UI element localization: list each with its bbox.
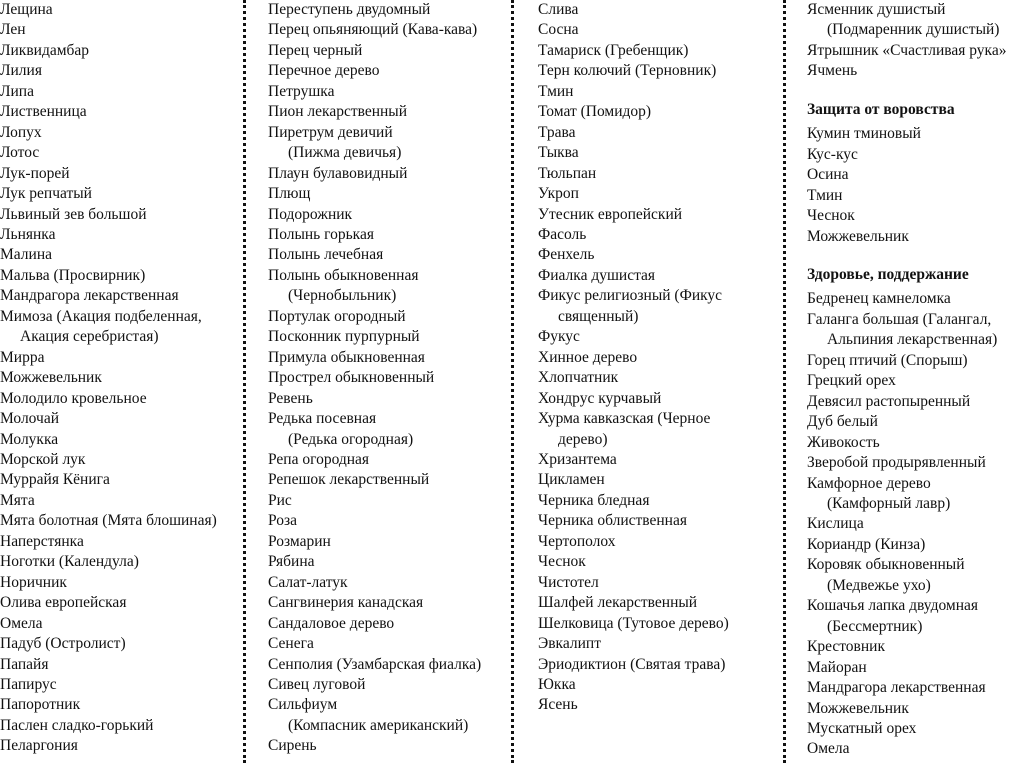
plant-name: Молодило кровельное xyxy=(0,389,147,407)
plant-name: Ревень xyxy=(268,389,313,407)
plant-name: Пиретрум девичий xyxy=(268,123,393,141)
list-item xyxy=(0,593,240,613)
list-item xyxy=(268,164,504,184)
plant-name: Томат (Помидор) xyxy=(538,103,652,121)
plant-name-continuation: (Медвежье ухо) xyxy=(827,576,931,594)
plant-name: Укроп xyxy=(538,185,579,203)
plant-name: Слива xyxy=(538,1,579,18)
list-item xyxy=(0,245,240,265)
plant-name: Лопух xyxy=(0,123,42,141)
list-item xyxy=(807,719,1024,739)
plant-name-continuation: (Редька огородная) xyxy=(288,430,414,448)
plant-name: Эриодиктион (Святая трава) xyxy=(538,655,726,673)
list-item xyxy=(538,552,778,572)
list-item xyxy=(268,82,504,102)
section-heading-theft-protection: Защита от воровства xyxy=(807,100,955,118)
plant-name: Мандрагора лекарственная xyxy=(0,287,179,305)
plant-name: Полынь обыкновенная xyxy=(268,266,419,284)
list-item xyxy=(268,348,504,368)
plant-name: Коровяк обыкновенный xyxy=(807,556,965,574)
list-item xyxy=(0,266,240,286)
list-item xyxy=(0,143,240,163)
plant-name: Ликвидамбар xyxy=(0,41,90,59)
list-item xyxy=(807,41,1024,61)
plant-name-continuation: (Бессмертник) xyxy=(827,617,923,635)
list-item xyxy=(538,675,778,695)
list-item xyxy=(268,573,504,593)
plant-name: Муррайя Кёнига xyxy=(0,471,110,489)
plant-name: Роза xyxy=(268,512,297,530)
plant-name: Наперстянка xyxy=(0,532,84,550)
plant-name: Перечное дерево xyxy=(268,62,380,80)
plant-name: Репешок лекарственный xyxy=(268,471,430,489)
plant-name: Чистотел xyxy=(538,573,599,591)
list-item xyxy=(0,61,240,81)
list-item xyxy=(807,0,1024,41)
list-item xyxy=(538,164,778,184)
list-item xyxy=(538,82,778,102)
plant-name: Камфорное дерево xyxy=(807,474,931,492)
list-item xyxy=(538,491,778,511)
plant-name: Дуб белый xyxy=(807,413,878,431)
plant-name: Сенега xyxy=(268,635,314,653)
list-item xyxy=(807,474,1024,515)
list-item xyxy=(0,102,240,122)
list-item xyxy=(0,0,240,20)
list-item xyxy=(0,41,240,61)
plant-name: Подорожник xyxy=(268,205,353,223)
list-item xyxy=(268,184,504,204)
list-item xyxy=(0,286,240,306)
list-item xyxy=(0,164,240,184)
list-item xyxy=(268,675,504,695)
plant-name: Хинное дерево xyxy=(538,348,638,366)
plant-name: Кислица xyxy=(807,515,864,533)
plant-name: Омела xyxy=(0,614,43,632)
plant-name: Молукка xyxy=(0,430,59,448)
plant-name: Ячмень xyxy=(807,62,858,80)
list-item xyxy=(807,699,1024,719)
list-item xyxy=(0,348,240,368)
plant-name: Фукус xyxy=(538,328,580,346)
plant-name: Ясень xyxy=(538,696,578,714)
list-item xyxy=(807,433,1024,453)
list-item xyxy=(0,450,240,470)
list-item xyxy=(0,716,240,736)
list-item xyxy=(538,368,778,388)
plant-name: Сильфиум xyxy=(268,696,338,714)
list-item xyxy=(268,532,504,552)
plant-name: Сосна xyxy=(538,21,579,39)
plant-name: Кориандр (Кинза) xyxy=(807,535,926,553)
plant-name: Пеларгония xyxy=(0,737,78,755)
list-item xyxy=(807,61,1024,81)
list-item xyxy=(268,593,504,613)
list-item xyxy=(538,102,778,122)
list-item xyxy=(538,286,778,327)
list-item xyxy=(538,409,778,450)
plant-name: Фикус религиозный (Фикус xyxy=(538,287,723,305)
list-item xyxy=(807,555,1024,596)
list-item xyxy=(538,348,778,368)
plant-name: Пион лекарственный xyxy=(268,103,408,121)
plant-name: Фасоль xyxy=(538,225,587,243)
list-item xyxy=(0,409,240,429)
list-item xyxy=(268,470,504,490)
list-item xyxy=(538,266,778,286)
plant-name: Лук-порей xyxy=(0,164,70,182)
plant-name: Черника бледная xyxy=(538,491,650,509)
plant-name: Черника облиственная xyxy=(538,512,687,530)
list-item xyxy=(268,307,504,327)
plant-name: Тыква xyxy=(538,144,579,162)
list-item xyxy=(807,453,1024,473)
plant-name-continuation: (Подмаренник душистый) xyxy=(827,21,1000,39)
list-item xyxy=(268,736,504,756)
plant-name: Морской лук xyxy=(0,450,86,468)
list-item xyxy=(268,634,504,654)
list-item xyxy=(538,573,778,593)
plant-name-continuation: (Камфорный лавр) xyxy=(827,494,951,512)
plant-name: Портулак огородный xyxy=(268,307,406,325)
plant-name: Ятрышник «Счастливая рука» xyxy=(807,41,1007,59)
plant-name: Тмин xyxy=(538,82,574,100)
list-item xyxy=(538,614,778,634)
plant-name: Лук репчатый xyxy=(0,185,92,203)
list-item xyxy=(538,511,778,531)
plant-name: Розмарин xyxy=(268,532,331,550)
plant-name: Редька посевная xyxy=(268,410,377,428)
plant-name: Падуб (Остролист) xyxy=(0,635,126,653)
list-item xyxy=(0,225,240,245)
list-item xyxy=(0,368,240,388)
plant-name: Папирус xyxy=(0,675,57,693)
plant-name: Кумин тминовый xyxy=(807,125,921,143)
plant-name: Фиалка душистая xyxy=(538,266,656,284)
plant-name: Шалфей лекарственный xyxy=(538,594,698,612)
list-item xyxy=(807,739,1024,759)
plant-list-column-4 xyxy=(807,0,1024,760)
list-item xyxy=(807,351,1024,371)
plant-list-column-1 xyxy=(0,0,240,757)
plant-name: Переступень двудомный xyxy=(268,1,431,18)
list-item xyxy=(807,206,1024,226)
list-item xyxy=(538,593,778,613)
list-item xyxy=(538,245,778,265)
plant-name-continuation: (Пижма девичья) xyxy=(288,144,402,162)
plant-name: Полынь лечебная xyxy=(268,246,384,264)
plant-name: Мандрагора лекарственная xyxy=(807,679,986,697)
list-item xyxy=(268,61,504,81)
plant-name: Посконник пурпурный xyxy=(268,328,420,346)
list-item xyxy=(0,614,240,634)
plant-name: Норичник xyxy=(0,573,67,591)
list-item xyxy=(807,392,1024,412)
plant-name: Галанга большая (Галангал, xyxy=(807,310,992,328)
section-health xyxy=(807,289,1024,759)
section-heading-health: Здоровье, поддержание xyxy=(807,265,969,283)
list-item xyxy=(807,145,1024,165)
plant-name: Паслен сладко-горький xyxy=(0,716,154,734)
plant-name: Мята xyxy=(0,491,35,509)
plant-name: Примула обыкновенная xyxy=(268,348,425,366)
list-item xyxy=(538,450,778,470)
plant-name-continuation: Акация серебристая) xyxy=(20,328,159,346)
plant-name: Грецкий орех xyxy=(807,372,896,390)
plant-name: Кус-кус xyxy=(807,145,858,163)
list-item xyxy=(268,491,504,511)
list-item xyxy=(807,596,1024,637)
plant-name: Девясил растопыренный xyxy=(807,392,971,410)
list-item xyxy=(538,389,778,409)
plant-name: Трава xyxy=(538,123,576,141)
plant-name: Мальва (Просвирник) xyxy=(0,266,146,284)
plant-name: Осина xyxy=(807,166,849,184)
list-item xyxy=(268,245,504,265)
plant-name: Петрушка xyxy=(268,82,335,100)
list-item xyxy=(268,266,504,307)
list-item xyxy=(268,41,504,61)
list-item xyxy=(268,695,504,736)
list-item xyxy=(0,532,240,552)
list-item xyxy=(0,82,240,102)
plant-name: Бедренец камнеломка xyxy=(807,290,951,308)
list-item xyxy=(268,327,504,347)
list-item xyxy=(538,470,778,490)
list-item xyxy=(268,552,504,572)
plant-name: Льнянка xyxy=(0,225,56,243)
list-item xyxy=(0,552,240,572)
list-item xyxy=(807,678,1024,698)
list-item xyxy=(807,637,1024,657)
plant-name: Сивец луговой xyxy=(268,675,366,693)
plant-name: Плаун булавовидный xyxy=(268,164,408,182)
list-item xyxy=(807,412,1024,432)
list-item xyxy=(0,634,240,654)
list-item xyxy=(0,123,240,143)
plant-name: Фенхель xyxy=(538,246,595,264)
list-item xyxy=(538,327,778,347)
plant-name: Сандаловое дерево xyxy=(268,614,395,632)
list-item xyxy=(807,514,1024,534)
column-divider xyxy=(243,0,246,763)
plant-name: Можжевельник xyxy=(807,699,909,717)
plant-name: Кошачья лапка двудомная xyxy=(807,597,979,615)
column-divider xyxy=(511,0,514,763)
list-item xyxy=(0,430,240,450)
plant-name: Сирень xyxy=(268,737,317,755)
list-item xyxy=(538,184,778,204)
plant-name: Юкка xyxy=(538,675,576,693)
plant-name: Тамариск (Гребенщик) xyxy=(538,41,689,59)
list-item xyxy=(0,184,240,204)
list-item xyxy=(268,389,504,409)
plant-name: Рис xyxy=(268,491,292,509)
plant-name: Папайя xyxy=(0,655,49,673)
plant-name: Можжевельник xyxy=(0,369,102,387)
list-item xyxy=(538,61,778,81)
list-item xyxy=(538,143,778,163)
list-item xyxy=(0,511,240,531)
plant-name: Тмин xyxy=(807,186,843,204)
plant-name: Цикламен xyxy=(538,471,605,489)
list-item xyxy=(0,695,240,715)
plant-name: Перец опьяняющий (Кава-кава) xyxy=(268,21,478,39)
section-theft-protection xyxy=(807,124,1024,247)
list-item xyxy=(807,186,1024,206)
list-item xyxy=(0,470,240,490)
list-item xyxy=(0,389,240,409)
list-item xyxy=(538,655,778,675)
list-item xyxy=(538,634,778,654)
plant-name: Лещина xyxy=(0,1,53,18)
plant-name: Хурма кавказская (Черное xyxy=(538,410,711,428)
plant-name-continuation: Альпиния лекарственная) xyxy=(827,331,998,349)
plant-name: Горец птичий (Спорыш) xyxy=(807,351,968,369)
plant-name: Перец черный xyxy=(268,41,363,59)
list-item xyxy=(0,573,240,593)
column-divider xyxy=(783,0,786,763)
plant-name: Утесник европейский xyxy=(538,205,683,223)
list-item xyxy=(268,20,504,40)
list-item xyxy=(268,0,504,20)
plant-name: Чеснок xyxy=(538,553,586,571)
plant-name: Салат-латук xyxy=(268,573,348,591)
plant-name: Сангвинерия канадская xyxy=(268,594,424,612)
list-item xyxy=(0,205,240,225)
list-item xyxy=(538,225,778,245)
plant-name: Мускатный орех xyxy=(807,719,917,737)
plant-name: Лилия xyxy=(0,62,42,80)
plant-name: Ясменник душистый xyxy=(807,1,946,18)
plant-name: Мирра xyxy=(0,348,45,366)
list-item xyxy=(0,307,240,348)
plant-name: Крестовник xyxy=(807,638,885,656)
plant-name: Мимоза (Акация подбеленная, xyxy=(0,307,202,325)
plant-name: Лотос xyxy=(0,144,40,162)
list-item xyxy=(268,205,504,225)
plant-name: Тюльпан xyxy=(538,164,597,182)
list-item xyxy=(807,310,1024,351)
plant-name-continuation: (Компасник американский) xyxy=(288,716,469,734)
plant-name: Малина xyxy=(0,246,53,264)
plant-name: Олива европейская xyxy=(0,594,127,612)
list-item xyxy=(538,205,778,225)
plant-name: Эвкалипт xyxy=(538,635,601,653)
list-item xyxy=(0,491,240,511)
plant-name: Львиный зев большой xyxy=(0,205,147,223)
plant-name: Молочай xyxy=(0,410,59,428)
list-item xyxy=(538,41,778,61)
plant-name: Можжевельник xyxy=(807,227,909,245)
plant-name: Чертополох xyxy=(538,532,616,550)
list-item xyxy=(807,165,1024,185)
list-item xyxy=(0,736,240,756)
plant-list-column-2 xyxy=(268,0,504,757)
plant-name: Рябина xyxy=(268,553,315,571)
plant-name: Шелковица (Тутовое дерево) xyxy=(538,614,729,632)
plant-name: Мята болотная (Мята блошиная) xyxy=(0,512,217,530)
plant-name: Омела xyxy=(807,740,850,758)
plant-name: Репа огородная xyxy=(268,450,370,468)
plant-name: Липа xyxy=(0,82,34,100)
plant-name-continuation: священный) xyxy=(558,307,639,325)
lead-entries xyxy=(807,0,1024,82)
list-item xyxy=(268,511,504,531)
list-item xyxy=(268,655,504,675)
plant-name: Хондрус курчавый xyxy=(538,389,662,407)
list-item xyxy=(268,123,504,164)
list-item xyxy=(538,695,778,715)
plant-list-column-3 xyxy=(538,0,778,716)
list-item xyxy=(538,532,778,552)
plant-name: Прострел обыкновенный xyxy=(268,369,435,387)
list-item xyxy=(268,225,504,245)
plant-name: Майоран xyxy=(807,658,867,676)
list-item xyxy=(538,20,778,40)
plant-name: Ноготки (Календула) xyxy=(0,553,139,571)
plant-name: Лен xyxy=(0,21,26,39)
plant-name: Полынь горькая xyxy=(268,225,374,243)
plant-name: Зверобой продырявленный xyxy=(807,454,986,472)
list-item xyxy=(0,675,240,695)
list-item xyxy=(807,658,1024,678)
plant-name: Плющ xyxy=(268,185,311,203)
plant-name-continuation: дерево) xyxy=(558,430,608,448)
plant-name: Хризантема xyxy=(538,450,617,468)
plant-name: Сенполия (Узамбарская фиалка) xyxy=(268,655,482,673)
list-item xyxy=(538,123,778,143)
list-item xyxy=(807,124,1024,144)
list-item xyxy=(807,227,1024,247)
list-item xyxy=(807,535,1024,555)
list-item xyxy=(268,102,504,122)
list-item xyxy=(538,0,778,20)
plant-name: Лиственница xyxy=(0,103,87,121)
plant-name: Папоротник xyxy=(0,696,81,714)
list-item xyxy=(0,20,240,40)
list-item xyxy=(0,655,240,675)
plant-name: Хлопчатник xyxy=(538,369,619,387)
list-item xyxy=(268,409,504,450)
plant-name: Живокость xyxy=(807,433,880,451)
list-item xyxy=(268,614,504,634)
plant-name-continuation: (Чернобыльник) xyxy=(288,287,397,305)
list-item xyxy=(268,368,504,388)
list-item xyxy=(268,450,504,470)
plant-name: Чеснок xyxy=(807,207,855,225)
list-item xyxy=(807,289,1024,309)
plant-name: Терн колючий (Терновник) xyxy=(538,62,717,80)
list-item xyxy=(807,371,1024,391)
